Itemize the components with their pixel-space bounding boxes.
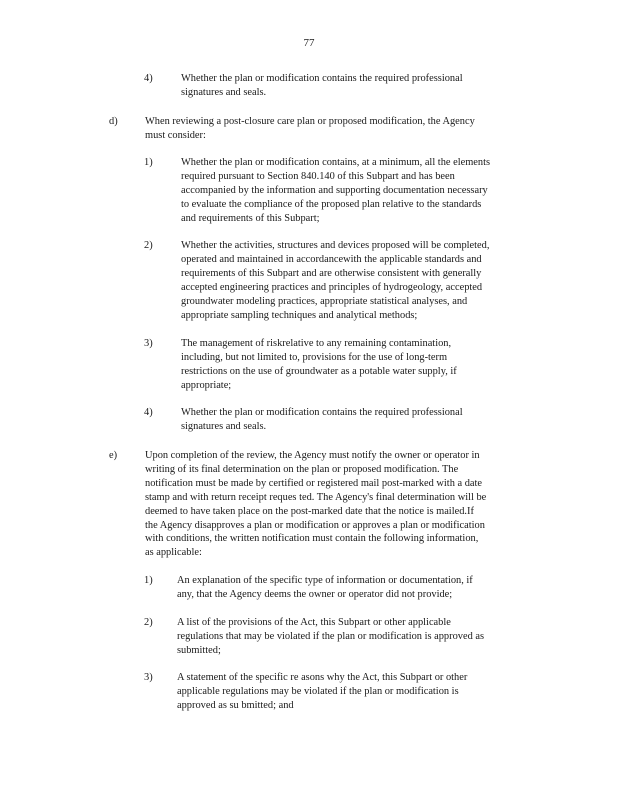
text-line: submitted;: [177, 644, 221, 656]
text-line: the Agency disapproves a plan or modification or approves a plan or modification: [145, 519, 485, 531]
text-line: must consider:: [145, 129, 206, 141]
item-marker: 1): [144, 157, 153, 168]
text-line: signatures and seals.: [181, 86, 267, 98]
item-text: [181, 239, 531, 322]
item-marker: 1): [144, 575, 153, 586]
text-line: with conditions, the written notification must contain the following information,: [145, 533, 479, 545]
item-text: [181, 337, 511, 393]
text-line: to evaluate the compliance of the proposed plan relative to the standards: [181, 198, 482, 210]
text-line: and requirements of this Subpart;: [181, 212, 320, 224]
text-line: A statement of the specific re asons why the Act, this Subpart or other: [177, 672, 468, 683]
item-text: [177, 671, 510, 713]
text-line: accepted engineering practices and principles of hydrogeology, accepted: [181, 281, 483, 293]
item-marker: 3): [144, 338, 153, 349]
page-number: 77: [303, 37, 315, 49]
text-line: When reviewing a post-closure care plan or proposed modification, the Agency: [145, 116, 475, 127]
text-line: approved as su bmitted; and: [177, 699, 294, 711]
item-text: [177, 574, 522, 602]
text-line: notification must be made by certified or registered mail post-marked with a date: [145, 477, 483, 489]
item-marker: 2): [144, 240, 153, 251]
text-line: regulations that may be violated if the plan or modification is approved as: [177, 630, 485, 642]
text-line: accompanied by the information and supporting documentation necessary: [181, 184, 488, 196]
item-marker: 4): [144, 73, 153, 84]
item-marker: 3): [144, 672, 153, 683]
text-line: An explanation of the specific type of information or documentation, if: [177, 575, 473, 586]
text-line: Whether the plan or modification contains the required professional: [181, 407, 463, 418]
text-line: as applicable:: [145, 547, 202, 559]
text-line: requirements of this Subpart and are otherwise consistent with generally: [181, 267, 482, 279]
text-line: any, that the Agency deems the owner or operator did not provide;: [177, 588, 453, 600]
text-line: groundwater modeling practices, appropriate statistical analyses, and: [181, 295, 468, 307]
text-line: required pursuant to Section 840.140 of this Subpart and has been: [181, 170, 455, 182]
item-text: [145, 449, 540, 560]
item-marker: 2): [144, 617, 153, 628]
item-marker: 4): [144, 407, 153, 418]
text-line: Whether the plan or modification contains, at a minimum, all the elements: [181, 157, 491, 168]
text-line: signatures and seals.: [181, 420, 267, 432]
text-line: deemed to have taken place on the post-marked date that the notice is mailed.If: [145, 505, 474, 517]
text-line: appropriate;: [181, 379, 232, 391]
text-line: The management of riskrelative to any remaining contamination,: [181, 338, 452, 349]
item-text: [177, 616, 533, 658]
text-line: applicable regulations may be violated if the plan or modification is: [177, 685, 459, 697]
text-line: A list of the provisions of the Act, this Subpart or other applicable: [177, 617, 451, 628]
text-line: appropriate sampling techniques and analytical methods;: [181, 309, 418, 321]
text-line: Whether the plan or modification contains the required professional: [181, 73, 463, 84]
text-line: stamp and with return receipt reques ted. The Agency's final determination will be: [145, 491, 487, 503]
text-line: restrictions on the use of groundwater as a potable water supply, if: [181, 365, 457, 377]
item-marker: d): [109, 116, 118, 127]
text-line: Whether the activities, structures and devices proposed will be completed,: [181, 240, 490, 251]
item-text: [181, 156, 536, 226]
item-text: [145, 115, 525, 143]
text-line: Upon completion of the review, the Agency must notify the owner or operator in: [145, 450, 480, 461]
item-text: [181, 72, 499, 100]
text-line: operated and maintained in accordancewith the applicable standards and: [181, 253, 482, 265]
text-line: including, but not limited to, provisions for the use of long-term: [181, 351, 448, 363]
item-marker: e): [109, 450, 118, 461]
item-text: [181, 406, 499, 434]
text-line: writing of its final determination on the plan or proposed modification. The: [145, 463, 459, 475]
